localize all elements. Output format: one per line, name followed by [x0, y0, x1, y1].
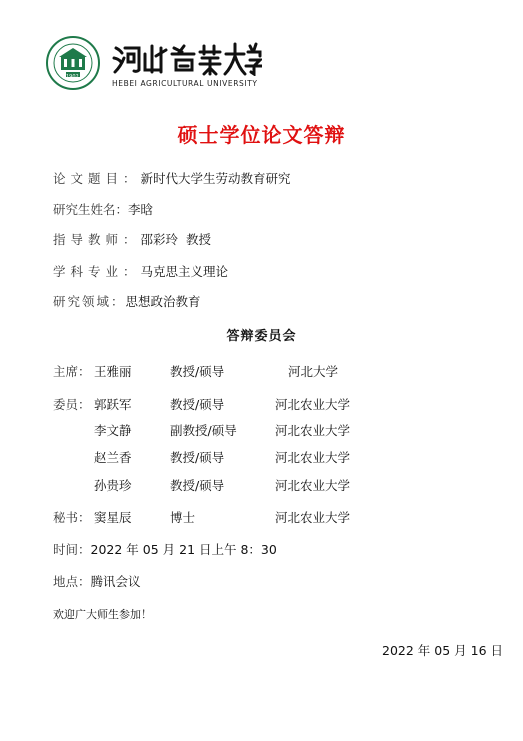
- member-name: 窦星辰: [94, 510, 132, 525]
- member-name: 李文静: [94, 423, 132, 438]
- student-name-label: 研究生姓名：: [53, 202, 129, 217]
- member-org: 河北农业大学: [275, 397, 351, 412]
- university-calligraphy-logo: [112, 40, 262, 76]
- time-value: 2022 年 05 月 21 日上午 8：30: [90, 542, 277, 557]
- major-row: [53, 262, 228, 280]
- member-org: 河北大学: [288, 364, 339, 379]
- committee-title: 答辩委员会: [226, 329, 297, 344]
- thesis-topic-row: [53, 169, 291, 187]
- thesis-topic-value: 新时代大学生劳动教育研究: [140, 171, 291, 186]
- advisor-value: 邵彩玲 教授: [140, 232, 211, 247]
- student-name-row: [53, 200, 153, 218]
- advisor-row: [53, 230, 211, 248]
- location-row: [53, 572, 141, 590]
- emblem-year: 1902: [66, 74, 79, 80]
- member-title: 教授/硕导: [170, 364, 225, 379]
- member-name: 赵兰香: [94, 450, 132, 465]
- member-org: 河北农业大学: [275, 478, 351, 493]
- research-field-label: 研究领域：: [53, 294, 126, 309]
- invitation-text: 欢迎广大师生参加！: [53, 608, 152, 621]
- research-field-row: [53, 292, 201, 310]
- member-title: 教授/硕导: [170, 450, 225, 465]
- member-name: 孙贵珍: [94, 478, 132, 493]
- major-value: 马克思主义理论: [140, 264, 229, 279]
- time-row: [53, 540, 277, 558]
- member-name: 王雅丽: [94, 364, 132, 379]
- member-org: 河北农业大学: [275, 423, 351, 438]
- university-emblem-icon: [46, 36, 100, 90]
- major-label: 学科专业：: [53, 264, 141, 279]
- member-title: 博士: [170, 510, 196, 525]
- member-title: 副教授/硕导: [170, 423, 237, 438]
- member-role: 主席：: [53, 364, 91, 379]
- thesis-topic-label: 论文题目：: [53, 171, 141, 186]
- student-name-value: 李晗: [128, 202, 154, 217]
- location-value: 腾讯会议: [90, 574, 141, 589]
- member-title: 教授/硕导: [170, 478, 225, 493]
- page-title: 硕士学位论文答辩: [177, 123, 346, 147]
- announcement-date: 2022 年 05 月 16 日: [382, 643, 503, 658]
- research-field-value: 思想政治教育: [125, 294, 201, 309]
- location-label: 地点：: [53, 574, 91, 589]
- member-role: 秘书：: [53, 510, 91, 525]
- member-title: 教授/硕导: [170, 397, 225, 412]
- member-name: 郭跃军: [94, 397, 132, 412]
- time-label: 时间：: [53, 542, 91, 557]
- member-role: 委员：: [53, 397, 91, 412]
- member-org: 河北农业大学: [275, 510, 351, 525]
- member-org: 河北农业大学: [275, 450, 351, 465]
- advisor-label: 指导教师：: [53, 232, 141, 247]
- university-english-name: HEBEI AGRICULTURAL UNIVERSITY: [112, 79, 258, 88]
